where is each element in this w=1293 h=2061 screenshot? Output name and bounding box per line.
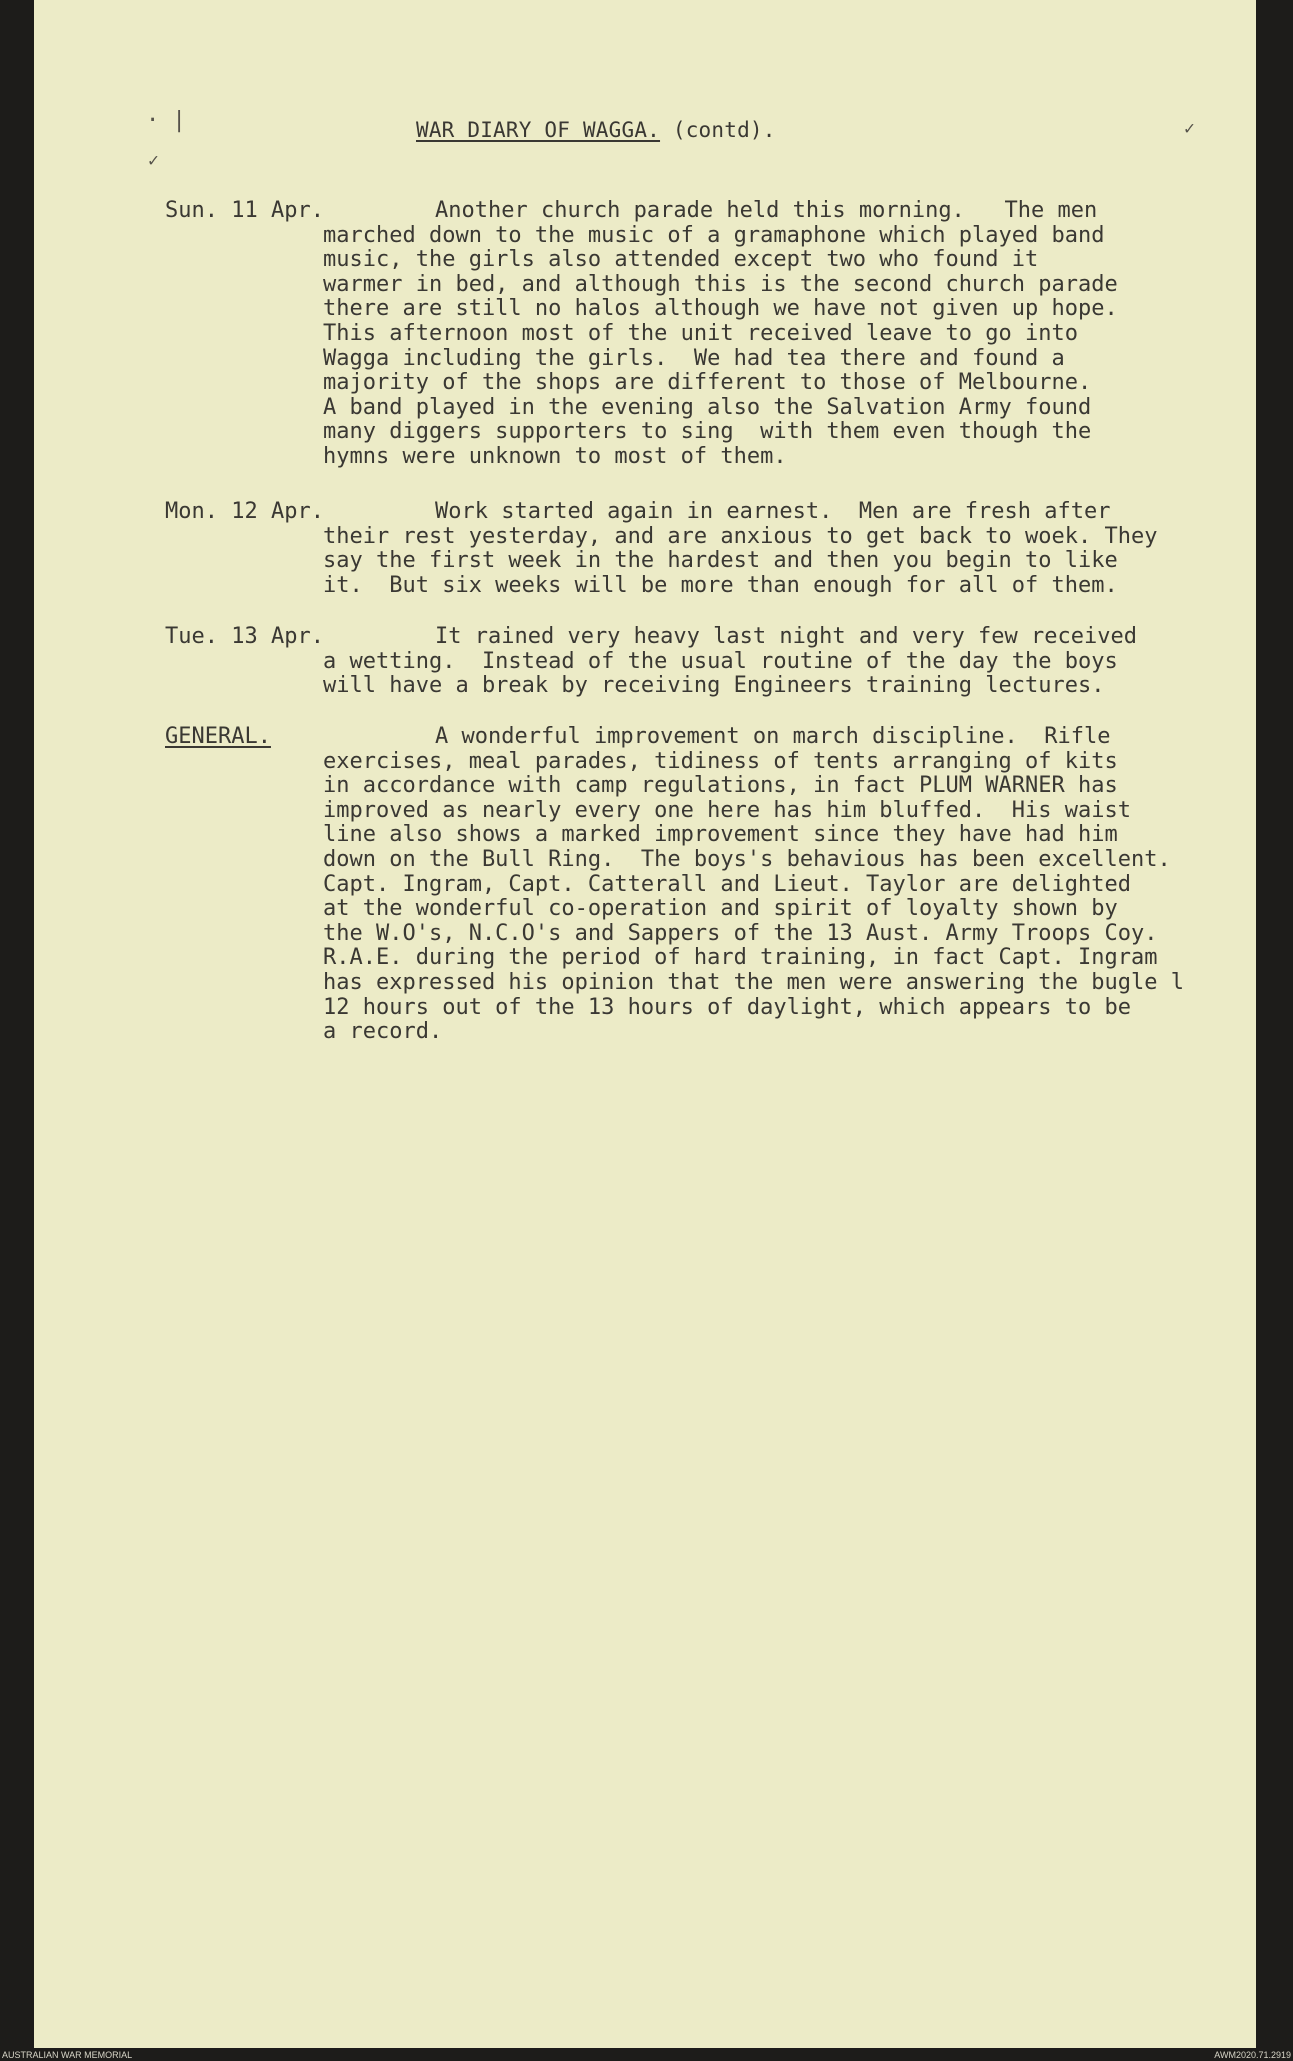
footer-institution: AUSTRALIAN WAR MEMORIAL <box>2 2050 133 2060</box>
entry-line: a wetting. Instead of the usual routine of the day the boys <box>323 648 1118 674</box>
entry-line: line also shows a marked improvement since they have had him <box>323 822 1118 848</box>
entry-body <box>165 625 1293 699</box>
entry-line: 12 hours out of the 13 hours of daylight, which appears to be <box>323 994 1131 1020</box>
entry-line: warmer in bed, and although this is the second church parade <box>323 271 1118 297</box>
entry-heading-general: GENERAL. <box>165 724 271 749</box>
entry-line: A wonderful improvement on march discipline. Rifle <box>435 724 1111 749</box>
margin-tick-mark: ✓ <box>148 150 159 171</box>
entry-date: Tue. 13 Apr. <box>165 624 324 649</box>
entry-line: in accordance with camp regulations, in fact PLUM WARNER has <box>323 773 1118 799</box>
entry-line: Capt. Ingram, Capt. Catterall and Lieut. Taylor are delighted <box>323 871 1131 897</box>
entry-line: many diggers supporters to sing with them even though the <box>323 419 1092 445</box>
entry-line: Work started again in earnest. Men are fresh after <box>435 499 1111 524</box>
entry-line: Wagga including the girls. We had tea there and found a <box>323 345 1065 371</box>
entry-line: hymns were unknown to most of them. <box>323 443 787 469</box>
entry-line: there are still no halos although we have not given up hope. <box>323 296 1118 322</box>
entry-line: A band played in the evening also the Salvation Army found <box>323 394 1092 420</box>
margin-mark-top-left: · | <box>146 108 186 133</box>
document-page <box>34 0 1256 2048</box>
entry-line: It rained very heavy last night and very few received <box>435 624 1137 649</box>
entry-line: improved as nearly every one here has him bluffed. His waist <box>323 797 1131 823</box>
entry-line: has expressed his opinion that the men were answering the bugle l <box>323 969 1184 995</box>
entry-body <box>165 725 1293 1045</box>
entry-line: it. But six weeks will be more than enough for all of them. <box>323 572 1118 598</box>
entry-body <box>165 199 1293 470</box>
entry-line: a record. <box>323 1019 443 1045</box>
footer-catalogue-id: AWM2020.71.2919 <box>1214 2050 1291 2060</box>
entry-line: exercises, meal parades, tidiness of tents arranging of kits <box>323 748 1118 774</box>
entry-date: Sun. 11 Apr. <box>165 198 324 223</box>
page-title-contd: (contd). <box>672 118 776 142</box>
entry-body <box>165 500 1293 598</box>
entry-line: their rest yesterday, and are anxious to get back to woek. They <box>323 523 1158 549</box>
entry-line: Another church parade held this morning. The men <box>435 198 1098 223</box>
page-title <box>416 118 776 142</box>
entry-line: majority of the shops are different to those of Melbourne. <box>323 370 1092 396</box>
entry-line: R.A.E. during the period of hard training, in fact Capt. Ingram <box>323 945 1158 971</box>
tick-mark-top-right: ✓ <box>1184 118 1195 139</box>
entry-line: This afternoon most of the unit received leave to go into <box>323 320 1078 346</box>
entry-line: will have a break by receiving Engineers training lectures. <box>323 673 1105 699</box>
entry-line: marched down to the music of a gramaphone which played band <box>323 222 1105 248</box>
entry-line: say the first week in the hardest and then you begin to like <box>323 548 1118 574</box>
page-title-main: WAR DIARY OF WAGGA. <box>416 118 661 142</box>
entry-line: down on the Bull Ring. The boys's behavious has been excellent. <box>323 846 1171 872</box>
entry-line: the W.O's, N.C.O's and Sappers of the 13 Aust. Army Troops Coy. <box>323 920 1158 946</box>
entry-line: at the wonderful co-operation and spirit of loyalty shown by <box>323 896 1118 922</box>
entry-date: Mon. 12 Apr. <box>165 499 324 524</box>
entry-line: music, the girls also attended except two who found it <box>323 247 1039 273</box>
